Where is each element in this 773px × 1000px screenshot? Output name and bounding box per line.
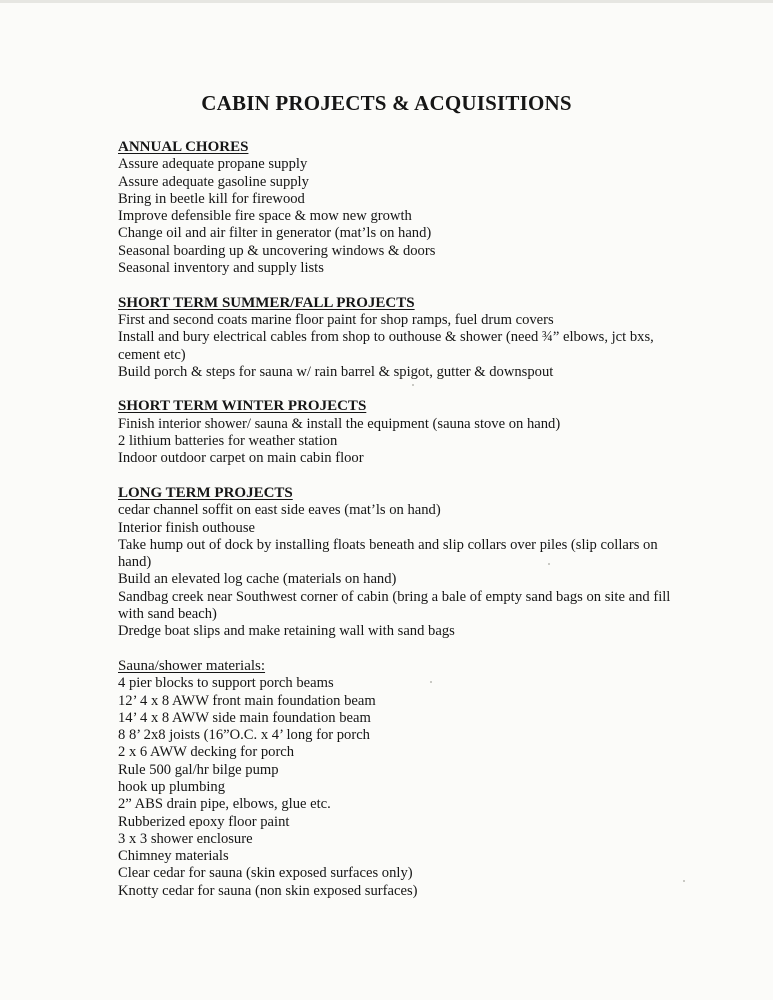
section-short-term-summer-fall bbox=[118, 295, 678, 381]
document-body bbox=[118, 139, 678, 917]
list-item: Assure adequate propane supply bbox=[118, 156, 308, 173]
section-heading: LONG TERM PROJECTS bbox=[118, 484, 293, 501]
section-long-term bbox=[118, 485, 678, 641]
section-short-term-winter bbox=[118, 398, 678, 467]
list-item: 4 pier blocks to support porch beams bbox=[118, 675, 334, 692]
list-item: hook up plumbing bbox=[118, 778, 226, 795]
list-item: Seasonal inventory and supply lists bbox=[118, 260, 324, 277]
list-item: Dredge boat slips and make retaining wall with sand bags bbox=[118, 623, 455, 640]
scan-speck bbox=[683, 880, 685, 882]
list-item: Indoor outdoor carpet on main cabin floor bbox=[118, 450, 364, 467]
section-annual-chores bbox=[118, 139, 678, 277]
list-item: 8 8’ 2x8 joists (16”O.C. x 4’ long for porch bbox=[118, 727, 370, 744]
list-item: Sandbag creek near Southwest corner of cabin (bring a bale of empty sand bags on site and fill with sand beach) bbox=[118, 588, 671, 623]
list-item: Rubberized epoxy floor paint bbox=[118, 813, 290, 830]
list-item: 2 x 6 AWW decking for porch bbox=[118, 744, 295, 761]
list-item: 2 lithium batteries for weather station bbox=[118, 433, 338, 450]
list-item: First and second coats marine floor paint for shop ramps, fuel drum covers bbox=[118, 311, 554, 328]
list-item: Clear cedar for sauna (skin exposed surfaces only) bbox=[118, 865, 413, 882]
list-item: Knotty cedar for sauna (non skin exposed surfaces) bbox=[118, 882, 418, 899]
section-heading: Sauna/shower materials: bbox=[118, 657, 266, 674]
list-item: Finish interior shower/ sauna & install the equipment (sauna stove on hand) bbox=[118, 415, 561, 432]
list-item: Assure adequate gasoline supply bbox=[118, 173, 309, 190]
section-heading: ANNUAL CHORES bbox=[118, 139, 249, 155]
scan-top-edge bbox=[0, 0, 773, 3]
list-item: cedar channel soffit on east side eaves (mat’ls on hand) bbox=[118, 502, 441, 519]
list-item: Seasonal boarding up & uncovering windows & doors bbox=[118, 242, 436, 259]
list-item: Improve defensible fire space & mow new growth bbox=[118, 208, 412, 225]
scan-speck bbox=[412, 384, 414, 386]
list-item: 14’ 4 x 8 AWW side main foundation beam bbox=[118, 709, 371, 726]
list-item: Bring in beetle kill for firewood bbox=[118, 190, 305, 207]
list-item: Rule 500 gal/hr bilge pump bbox=[118, 761, 279, 778]
list-item: 2” ABS drain pipe, elbows, glue etc. bbox=[118, 796, 331, 813]
list-item: 12’ 4 x 8 AWW front main foundation beam bbox=[118, 692, 376, 709]
list-item: Change oil and air filter in generator (mat’ls on hand) bbox=[118, 225, 432, 242]
section-sauna-shower-materials bbox=[118, 658, 678, 900]
page-title: CABIN PROJECTS & ACQUISITIONS bbox=[201, 91, 572, 115]
section-heading: SHORT TERM SUMMER/FALL PROJECTS bbox=[118, 294, 415, 311]
scan-speck bbox=[548, 563, 550, 565]
list-item: Build porch & steps for sauna w/ rain barrel & spigot, gutter & downspout bbox=[118, 363, 554, 380]
section-heading: SHORT TERM WINTER PROJECTS bbox=[118, 398, 367, 415]
list-item: Interior finish outhouse bbox=[118, 519, 255, 536]
scan-speck bbox=[430, 681, 432, 683]
list-item: 3 x 3 shower enclosure bbox=[118, 830, 253, 847]
list-item: Take hump out of dock by installing floats beneath and slip collars over piles (slip collars on hand) bbox=[118, 536, 658, 571]
list-item: Install and bury electrical cables from shop to outhouse & shower (need ¾” elbows, jct bxs, cement etc) bbox=[118, 329, 654, 363]
list-item: Build an elevated log cache (materials on hand) bbox=[118, 571, 397, 588]
list-item: Chimney materials bbox=[118, 848, 229, 865]
